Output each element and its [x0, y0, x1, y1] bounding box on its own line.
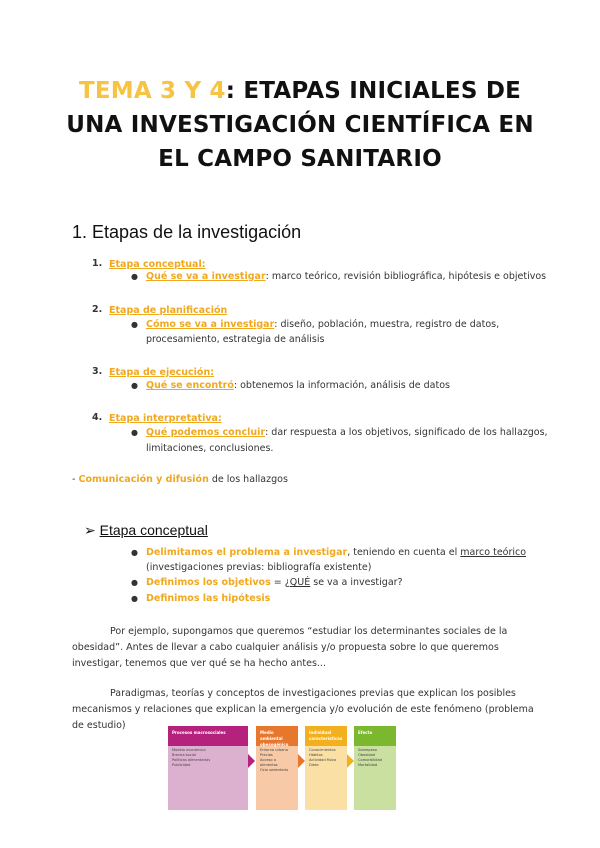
stage2-desc-cont: procesamiento, estrategia de análisis — [146, 334, 325, 345]
arrow-icon: ➢ — [84, 522, 96, 538]
stage3-name: Etapa de ejecución: — [109, 367, 215, 378]
stage2-name: Etapa de planificación — [109, 305, 228, 316]
section1-heading: 1. Etapas de la investigación — [72, 222, 302, 242]
communication-line: - Comunicación y difusión de los hallazgos — [72, 474, 288, 485]
bullet-dot: ● — [131, 548, 138, 557]
bullet-dot: ● — [131, 578, 138, 587]
conceptual-bullet-1-cont: (investigaciones previas: bibliografía existente) — [146, 562, 372, 573]
diagram-box-body: Modelo económico Brecha social Políticas alimentarias Publicidad — [172, 748, 211, 767]
title-highlight: TEMA 3 Y 4 — [78, 78, 226, 104]
bullet-dot: ● — [131, 272, 138, 281]
diagram-box-environment — [256, 726, 298, 810]
title-line1-rest: : ETAPAS INICIALES DE — [225, 78, 522, 104]
title-line3: EL CAMPO SANITARIO — [158, 146, 442, 172]
diagram-box-effect — [354, 726, 396, 810]
stage2-number: 2. — [92, 304, 103, 315]
stage1-number: 1. — [92, 258, 103, 269]
bullet-dot: ● — [131, 594, 138, 603]
stage1-name: Etapa conceptual: — [109, 259, 206, 270]
bullet-dot: ● — [131, 320, 138, 329]
conceptual-bullet-1: Delimitamos el problema a investigar, teniendo en cuenta el marco teórico — [146, 547, 527, 558]
diagram-box-title: Efecto — [354, 726, 396, 746]
diagram-box-body: Conocimientos Hábitos Actividad física Dieta — [309, 748, 337, 767]
diagram-arrow — [298, 754, 305, 768]
paragraph1-line3: investigar, tenemos que ver qué se ha hecho antes... — [72, 658, 326, 669]
stage3-number: 3. — [92, 366, 103, 377]
conceptual-bullet-3: Definimos las hipótesis — [146, 593, 271, 604]
stage3-desc: Qué se encontró: obtenemos la información, análisis de datos — [146, 380, 450, 391]
stage4-desc: Qué podemos concluir: dar respuesta a los objetivos, significado de los hallazgos, — [146, 427, 548, 438]
stage4-desc-cont: limitaciones, conclusiones. — [146, 443, 274, 454]
paragraph1-line2: obesidad”. Antes de llevar a cabo cualquier análisis y/o propuesta sobre lo que queremos — [72, 642, 499, 653]
bullet-dot: ● — [131, 428, 138, 437]
diagram-box-body: Sobrepeso Obesidad Comorbilidad Mortalidad — [358, 748, 382, 767]
diagram-box-macrosocial — [168, 726, 248, 810]
conceptual-bullet-2: Definimos los objetivos = ¿QUÉ se va a investigar? — [146, 577, 403, 588]
section2-heading: ➢ Etapa conceptual — [84, 522, 208, 538]
diagram-box-title: Individual características — [305, 726, 347, 746]
title-line2: UNA INVESTIGACIÓN CIENTÍFICA EN — [66, 112, 534, 138]
paragraph2-line2: mecanismos y relaciones que explican la emergencia y/o evolución de este fenómeno (problema — [72, 704, 534, 715]
diagram-box-body: Entorno urbano Precios Acceso a alimentos Ocio sedentario — [260, 748, 289, 772]
diagram-arrow — [248, 754, 255, 768]
bullet-dot: ● — [131, 381, 138, 390]
research-diagram — [168, 726, 396, 810]
document-title — [60, 74, 540, 176]
diagram-arrow — [347, 754, 354, 768]
paragraph2-line1: Paradigmas, teorías y conceptos de investigaciones previas que explican los posibles — [110, 688, 516, 699]
stage4-number: 4. — [92, 412, 103, 423]
diagram-box-title: Medio ambiental obesogénico — [256, 726, 298, 746]
paragraph1-line1: Por ejemplo, supongamos que queremos “estudiar los determinantes sociales de la — [110, 626, 508, 637]
diagram-box-individual — [305, 726, 347, 810]
stage4-name: Etapa interpretativa: — [109, 413, 222, 424]
diagram-box-title: Procesos macrosociales — [168, 726, 248, 746]
stage2-desc: Cómo se va a investigar: diseño, población, muestra, registro de datos, — [146, 319, 500, 330]
stage1-desc: Qué se va a investigar: marco teórico, revisión bibliográfica, hipótesis e objetivos — [146, 271, 547, 282]
paragraph2-line3: de estudio) — [72, 720, 126, 731]
